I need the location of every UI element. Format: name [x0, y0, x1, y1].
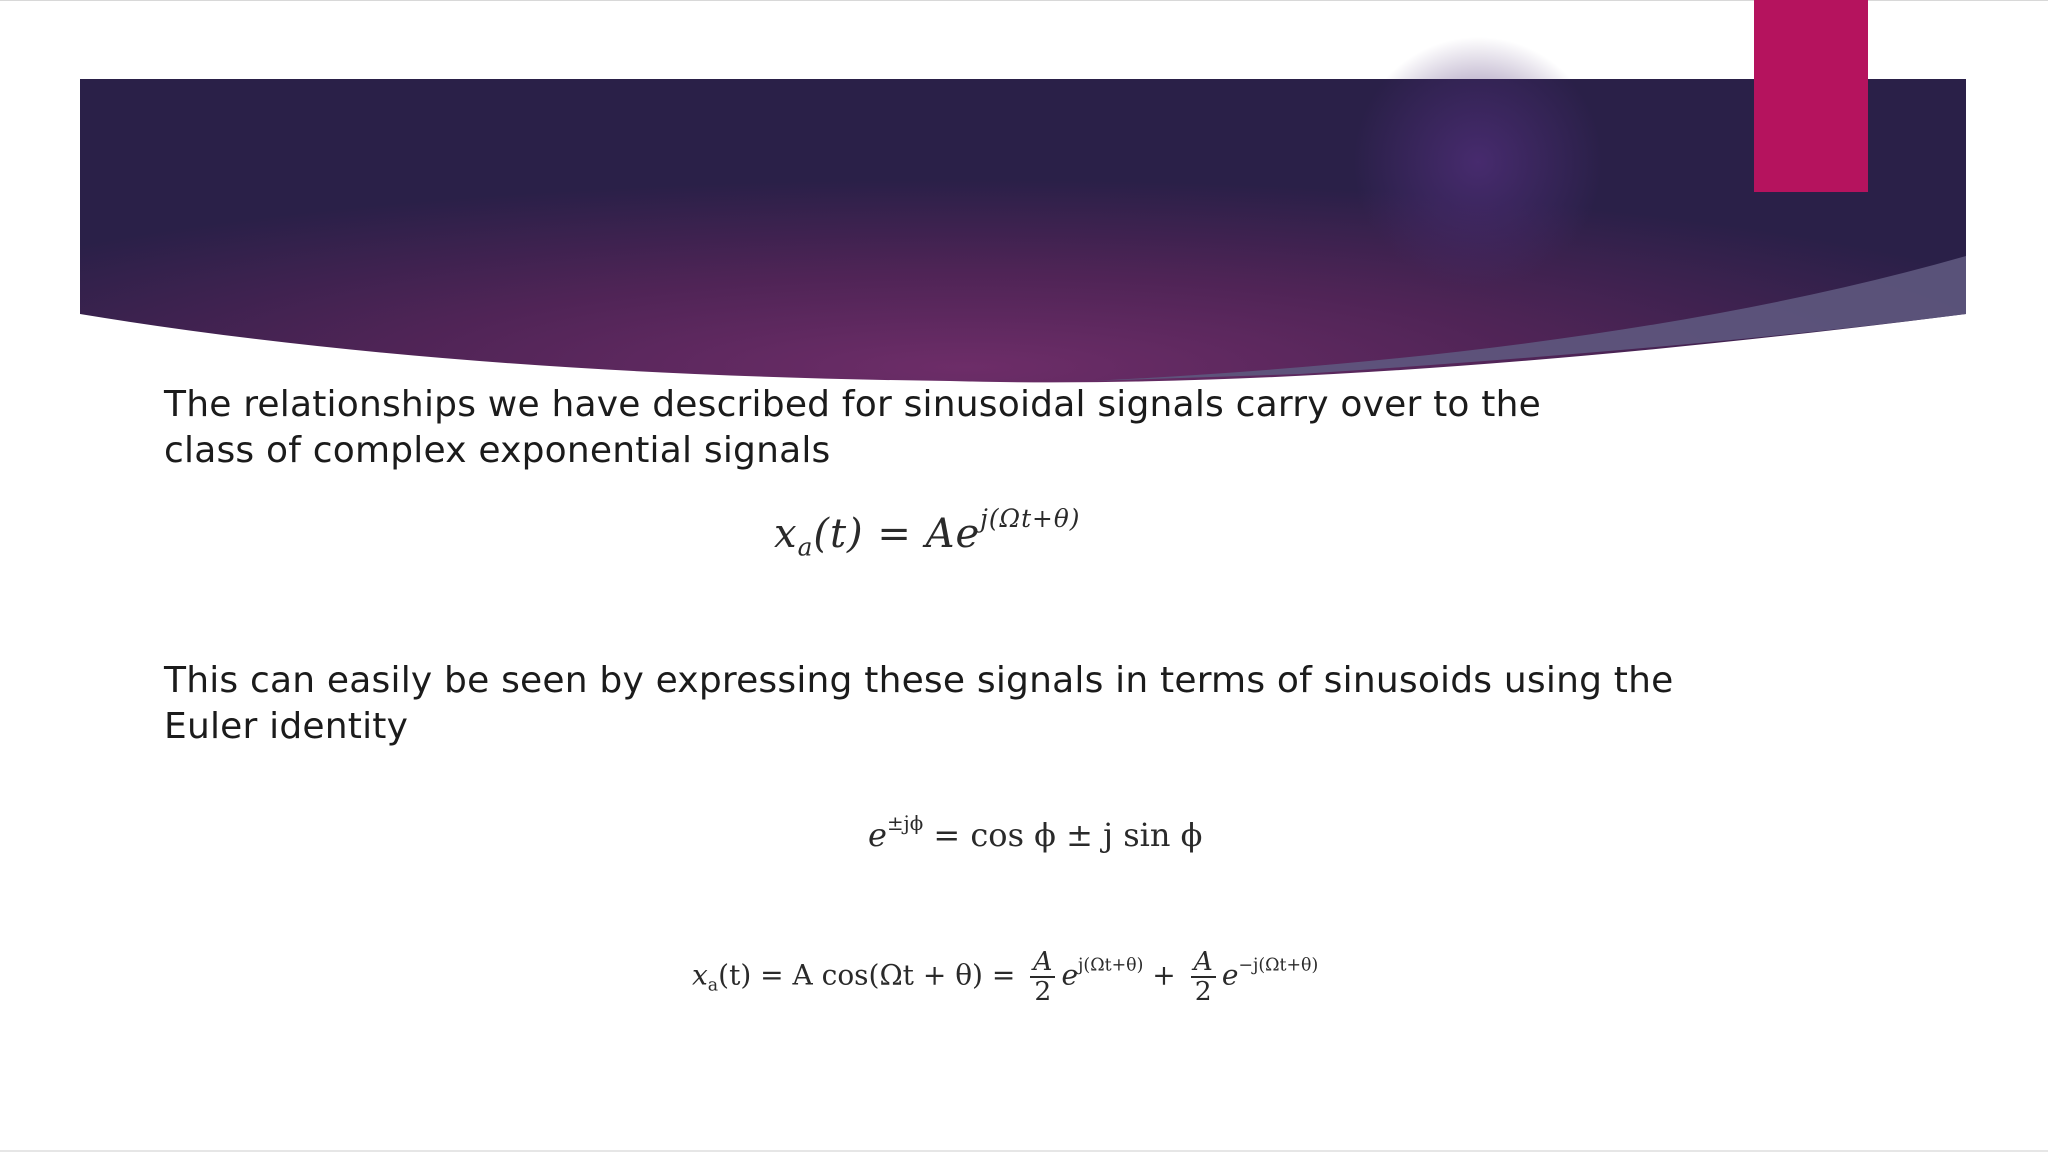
intro-line-2: class of complex exponential signals — [164, 430, 831, 471]
eq2-rhs: = cos ϕ ± j sin ϕ — [923, 815, 1203, 854]
euler-line-2: Euler identity — [164, 706, 409, 747]
eq3-frac1-numerator: A — [1030, 948, 1055, 978]
eq1-argument: (t) = Ae — [813, 510, 981, 557]
intro-line-1: The relationships we have described for sinusoidal signals carry over to the — [164, 384, 1541, 425]
banner-orb — [1353, 37, 1603, 287]
eq3-exp-term-1: e — [1061, 958, 1079, 992]
eq1-lhs-subscript: a — [797, 532, 814, 562]
eq3-middle: (t) = A cos(Ωt + θ) = — [718, 958, 1025, 992]
eq3-plus: + — [1143, 958, 1185, 992]
eq3-exp-term-2: e — [1221, 958, 1239, 992]
accent-tab — [1754, 0, 1868, 192]
eq2-base: e — [868, 815, 887, 854]
eq3-frac2-numerator: A — [1191, 948, 1216, 978]
eq3-fraction-2 — [1191, 948, 1216, 1006]
eq1-exponent: j(Ωt+θ) — [980, 504, 1081, 533]
euler-line-1: This can easily be seen by expressing these signals in terms of sinusoids using the — [164, 660, 1674, 701]
euler-paragraph — [164, 658, 1724, 750]
eq3-frac1-denominator: 2 — [1034, 975, 1052, 1007]
header-banner — [0, 0, 2048, 400]
intro-paragraph — [164, 382, 1724, 474]
eq1-lhs: x — [774, 510, 798, 557]
eq3-lhs: x — [692, 958, 708, 992]
eq3-exp-term-2-exponent: −j(Ωt+θ) — [1238, 955, 1319, 976]
expansion-equation — [692, 948, 1318, 1006]
complex-exponential-equation — [774, 504, 1080, 562]
eq2-exponent: ±jϕ — [886, 812, 924, 835]
eq3-lhs-subscript: a — [707, 975, 719, 996]
euler-identity-equation — [868, 812, 1202, 854]
eq3-frac2-denominator: 2 — [1194, 975, 1212, 1007]
eq3-exp-term-1-exponent: j(Ωt+θ) — [1078, 955, 1144, 976]
eq3-fraction-1 — [1030, 948, 1055, 1006]
